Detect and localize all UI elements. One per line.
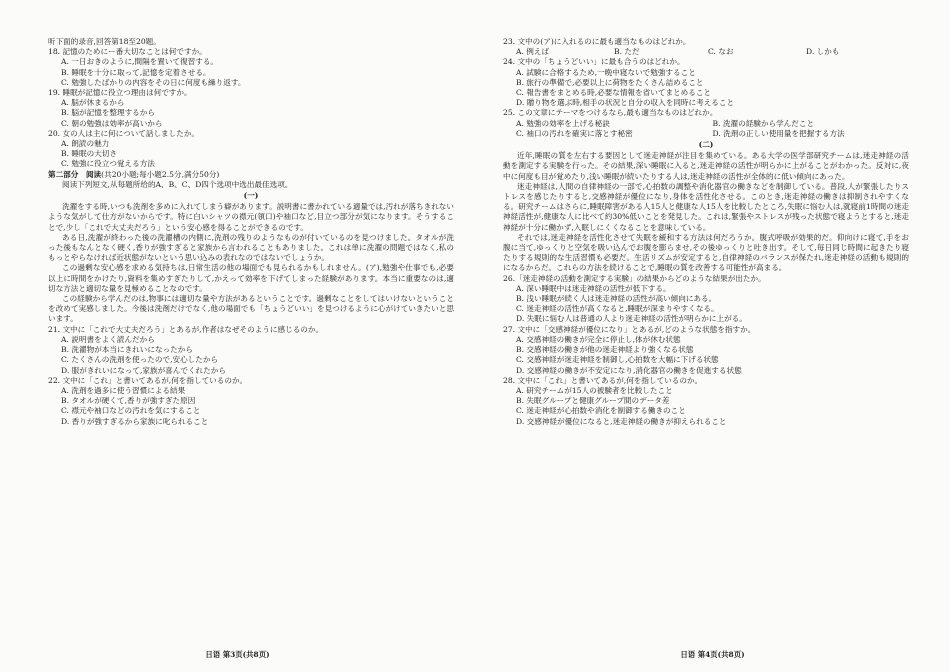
option-21c: C. たくさんの洗剤を使ったので,安心したから: [61, 355, 219, 365]
option-23b: B. ただ: [614, 47, 640, 57]
option-24d: D. 贈り物を選ぶ時,相手の状況と自分の収入を同時に考えること: [516, 98, 735, 108]
option-21a: A. 説明書をよく読んだから: [61, 334, 155, 344]
page-right: [475, 0, 950, 672]
passage-2-para-2: 迷走神経は,人間の自律神経の一部で,心拍数の調整や消化器官の働きなどを制御している。普段,人が緊張したりストレスを感じたりすると,交感神経が優位になり,身体を活性化させる。このとき,迷走神経の働きは抑制されやすくなる。研究チームはさらに,睡眠障害がある人15人と健康な人15人を比較したところ,失眠に悩む人は,就寝前1時間の迷走神経活性が,健康な人に比べて約30%低いことを発見した。これは,緊張やストレスが残った状態で寝ようとすると,迷走神経が十分に働かず,入眠しにくくなることを意味している。: [503, 181, 909, 232]
option-18a: A. 一日おきのように,間隔を置いて復習する。: [61, 57, 219, 67]
option-27a: A. 交感神経の働きが完全に停止し,体が休む状態: [516, 334, 681, 344]
option-25d: D. 洗剤の正しい使用量を把握する方法: [712, 128, 845, 138]
option-18c: C. 勉強したばかりの内容をその日に何度も繰り返す。: [61, 77, 246, 87]
option-19c: C. 朝の勉強は効率が高いから: [61, 118, 163, 128]
passage-1-para-4: この経験から学んだのは,物事には適切な量や方法があるということです。過剰なことをしてはいけないということを改めて実感しました。今後は洗剤だけでなく,他の場面でも「ちょうどいい」を見つけるように心がけていきたいと思います。: [48, 294, 454, 324]
option-20c: C. 勉強に役立つ覚える方法: [61, 159, 155, 169]
option-21b: B. 洗濯物が本当にきれいになったから: [61, 345, 193, 355]
question-22: 22. 文中に「これ」と書いてあるが,何を指しているのか。: [48, 375, 248, 385]
option-25c: C. 袖口の汚れを確実に落とす秘密: [516, 128, 633, 138]
passage-1-para-2: ある日,洗濯が終わった後の洗濯槽の内側に,洗剤の残りのようなものが付いているのを見つけました。タオルが洗った後もなんとなく硬く,香りが強すぎると家族から言われることもありました。これは単に洗濯の問題ではなく,私のもっとやらなければ近状態がないという思い込みの表れなのではないでしょうか。: [48, 232, 454, 263]
option-20a: A. 朗読の魅力: [61, 139, 110, 149]
option-18b: B. 睡眠を十分に取って,記憶を定着させる。: [61, 67, 211, 77]
right-column: [503, 37, 909, 427]
option-22c: C. 襟元や袖口などの汚れを気にすること: [61, 406, 201, 416]
option-23c: C. なお: [708, 47, 734, 57]
options-25-row1: [503, 119, 909, 129]
option-22b: B. タオルが硬くて,香りが強すぎた原因: [61, 396, 196, 406]
option-24c: C. 報告書をまとめる時,必要な情報を省いてまとめること: [516, 88, 712, 98]
option-24a: A. 試験に合格するため,一晩中寝ないで勉強すること: [516, 67, 696, 77]
question-26: 26.「迷走神経の活動を測定する実験」の結果からどのような結果が出たか。: [503, 273, 766, 283]
question-18: 18. 記憶のためにー番大切なことは何ですか。: [48, 47, 207, 57]
option-25b: B. 洗濯の経験から学んだこと: [712, 118, 815, 128]
question-20: 20. 女の人は主に何について話しましたか。: [48, 128, 200, 138]
passage-1-label: (一): [243, 191, 259, 201]
question-23: 23. 文中の(ア)に入れるのに最も適当なものはどれか。: [503, 37, 691, 46]
option-27b: B. 交感神経の働きが他の迷走神経より強くなる状態: [516, 345, 694, 355]
option-28b: B. 失眠グループと健康グループ間のデータ差: [516, 396, 670, 406]
option-26c: C. 迷走神経の活性が高くなると,睡眠が深まりやすくなる。: [516, 304, 719, 314]
section-instruction: 阅读下列短文,从每题所给的A、B、C、D四个选项中选出最佳选项。: [62, 179, 293, 189]
option-23a: A. 例えば: [516, 47, 550, 57]
option-22d: D. 香りが強すぎるから家族に叱られること: [61, 416, 209, 426]
option-23d: D. しかも: [806, 47, 840, 57]
question-28: 28. 文中に「これ」と書いてあるが,何を指しているのか。: [503, 375, 703, 385]
passage-2-para-3: それでは,迷走神経を活性化させて失眠を緩和する方法は何だろうか。腹式呼吸が効果的だ。仰向けに寝て,手をお腹に当て,ゆっくりと空気を吸い込んでお腹を膨らませ,その後ゆっくりと吐き出す。そして,毎日同じ時間に起きたり寝たりする規則的な生活習慣も必要だ。生活リズムが安定すると,自律神経のバランスが保たれ,迷走神経の活動も規則的になるからだ。これらの方法を続けることで,睡眠の質を改善する可能性が高まる。: [503, 232, 909, 273]
option-20b: B. 睡眠の大切さ: [61, 149, 117, 159]
option-28a: A. 研究チームが15人の被験者を比較したこと: [516, 385, 673, 395]
passage-1-para-3: この過剰な安心感を求める気持ちは,日常生活の他の場面でも見られるかもしれません。(ア),勉強や仕事でも,必要以上に時間をかけたり,資料を集めすぎたりして,かえって効率を下げてしまった経験があります。本当に重要なのは,適切な方法と適切な量を見極めることなのです。: [48, 263, 454, 293]
question-27: 27. 文中に「交感神経が優位になり」とあるが,どのような状態を指すか。: [503, 324, 756, 334]
option-27d: D. 交感神経の働きが不安定になり,消化器官の働きを促進する状態: [516, 365, 742, 375]
option-24b: B. 旅行の準備で,必要以上に荷物をたくさん詰めること: [516, 77, 704, 87]
option-26d: D. 失眠に悩む人は普通の人より迷走神経の活性が明らかに上がる。: [516, 314, 747, 324]
question-21: 21. 文中に「これで大丈夫だろう」とあるが,作者はなぜそのように感じるのか。: [48, 324, 324, 334]
section-title: 第二部分 阅读: [48, 169, 102, 179]
option-26a: A. 深い睡眠中は迷走神経の活性が低下する。: [516, 283, 671, 293]
page-footer-right: 日语 第4页(共8页): [680, 649, 745, 659]
options-25-row2: [503, 129, 909, 139]
question-19: 19. 睡眠が記憶に役立つ理由は何ですか。: [48, 88, 192, 98]
section-header: [48, 170, 454, 180]
section-desc: (共20小题;每小题2.5分,满分50分): [101, 169, 220, 179]
page-footer-left: 日语 第3页(共8页): [205, 649, 270, 659]
question-25: 25. この文章にテーマをつけるなら,最も適当なものはどれか。: [503, 108, 718, 118]
option-28d: D. 交感神経が優位になると,迷走神経の働きが抑えられること: [516, 416, 727, 426]
option-25a: A. 勉強の効率を上げる秘訣: [516, 118, 610, 128]
passage-1-para-1: 洗濯をする時,いつも洗剤を多めに入れてしまう癖があります。説明書に書かれている適量では,汚れが落ちきれないような気がして仕方がないからです。特に白いシャツの襟元(領口)や袖口など,目立つ部分が気になります。そうすることで,少し「これで大丈夫だろう」という安心感を得ることができるのです。: [48, 202, 454, 232]
option-21d: D. 服がきれいになって,家族が喜んでくれたから: [61, 365, 226, 375]
listening-instruction: 听下面的录音,回答第18至20题。: [48, 37, 161, 46]
options-23: [503, 47, 909, 57]
question-24: 24. 文中の「ちょうどいい」に最も合うのはどれか。: [503, 57, 685, 67]
left-column: [48, 37, 454, 427]
passage-2-label: (二): [698, 140, 714, 150]
passage-2-para-1: 近年,睡眠の質を左右する要因として迷走神経が注目を集めている。ある大学の医学部研究チームは,迷走神経の活動を測定する実験を行った。その結果,深い睡眠に入ると,迷走神経の活性が明らかに上がることがわかった。反対に,夜中に何度も目が覚めたり,浅い睡眠が続いたりする人は,迷走神経の活性が全体的に低い傾向にあった。: [503, 151, 909, 181]
option-19b: B. 脳が記憶を整理するから: [61, 108, 155, 118]
option-26b: B. 浅い睡眠が続く人は迷走神経の活性が高い傾向にある。: [516, 294, 717, 304]
option-22a: A. 洗剤を過多に使う習慣による結果: [61, 385, 186, 395]
option-19a: A. 脳が休まるから: [61, 98, 125, 108]
option-27c: C. 交感神経が迷走神経を制御し,心拍数を大幅に下げる状態: [516, 355, 719, 365]
option-28c: C. 迷走神経が心拍数や消化を制御する働きのこと: [516, 406, 686, 416]
